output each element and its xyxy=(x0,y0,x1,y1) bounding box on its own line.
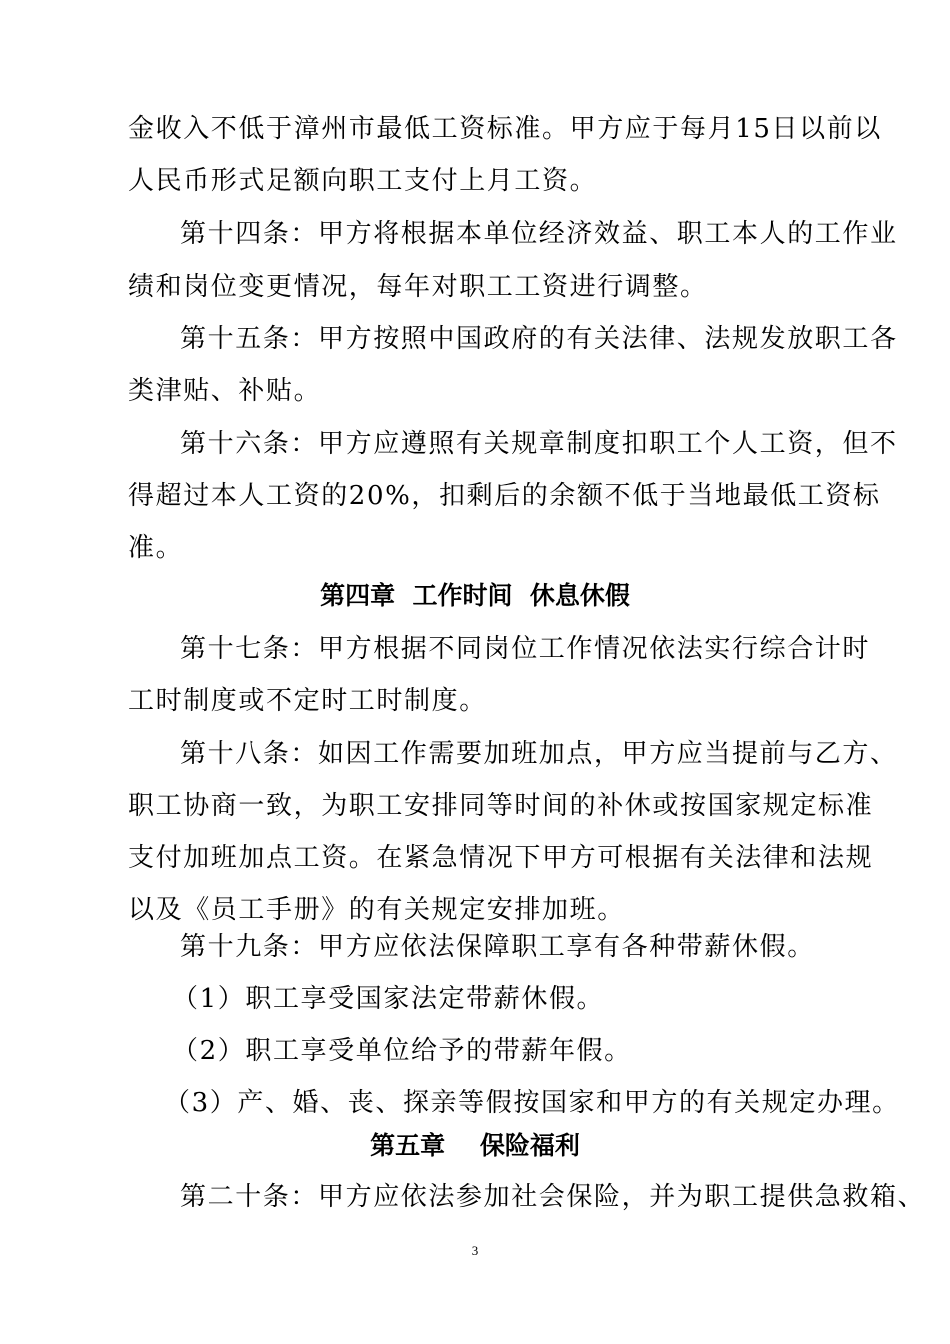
article-16-line: 第十六条：甲方应遵照有关规章制度扣职工个人工资，但不 xyxy=(180,429,898,459)
article-19-line: 第十九条：甲方应依法保障职工享有各种带薪休假。 xyxy=(180,932,815,962)
body-line: 以及《员工手册》的有关规定安排加班。 xyxy=(128,895,625,925)
body-line: 人民币形式足额向职工支付上月工资。 xyxy=(128,166,598,196)
list-item: （3）产、婚、丧、探亲等假按国家和甲方的有关规定办理。 xyxy=(164,1088,900,1118)
body-line: 职工协商一致，为职工安排同等时间的补休或按国家规定标准 xyxy=(128,791,874,821)
article-15-line: 第十五条：甲方按照中国政府的有关法律、法规发放职工各 xyxy=(180,324,898,354)
chapter-4-heading: 第四章 工作时间 休息休假 xyxy=(320,581,630,610)
article-17-line: 第十七条：甲方根据不同岗位工作情况依法实行综合计时 xyxy=(180,634,871,664)
article-20-line: 第二十条：甲方应依法参加社会保险，并为职工提供急救箱、 xyxy=(180,1182,926,1212)
list-item: （2）职工享受单位给予的带薪年假。 xyxy=(172,1036,632,1066)
body-line: 金收入不低于漳州市最低工资标准。甲方应于每月15日以前以 xyxy=(128,114,882,144)
chapter-5-heading: 第五章 保险福利 xyxy=(370,1131,580,1160)
body-line: 类津贴、补贴。 xyxy=(128,376,322,406)
article-18-line: 第十八条：如因工作需要加班加点，甲方应当提前与乙方、 xyxy=(180,739,898,769)
body-line: 得超过本人工资的20%，扣剩后的余额不低于当地最低工资标 xyxy=(128,481,881,511)
page-number: 3 xyxy=(471,1243,479,1258)
body-line: 支付加班加点工资。在紧急情况下甲方可根据有关法律和法规 xyxy=(128,843,874,873)
list-item: （1）职工享受国家法定带薪休假。 xyxy=(172,984,605,1014)
body-line: 绩和岗位变更情况，每年对职工工资进行调整。 xyxy=(128,272,708,302)
article-14-line: 第十四条：甲方将根据本单位经济效益、职工本人的工作业 xyxy=(180,219,898,249)
body-line: 工时制度或不定时工时制度。 xyxy=(128,686,487,716)
body-line: 准。 xyxy=(128,533,184,563)
